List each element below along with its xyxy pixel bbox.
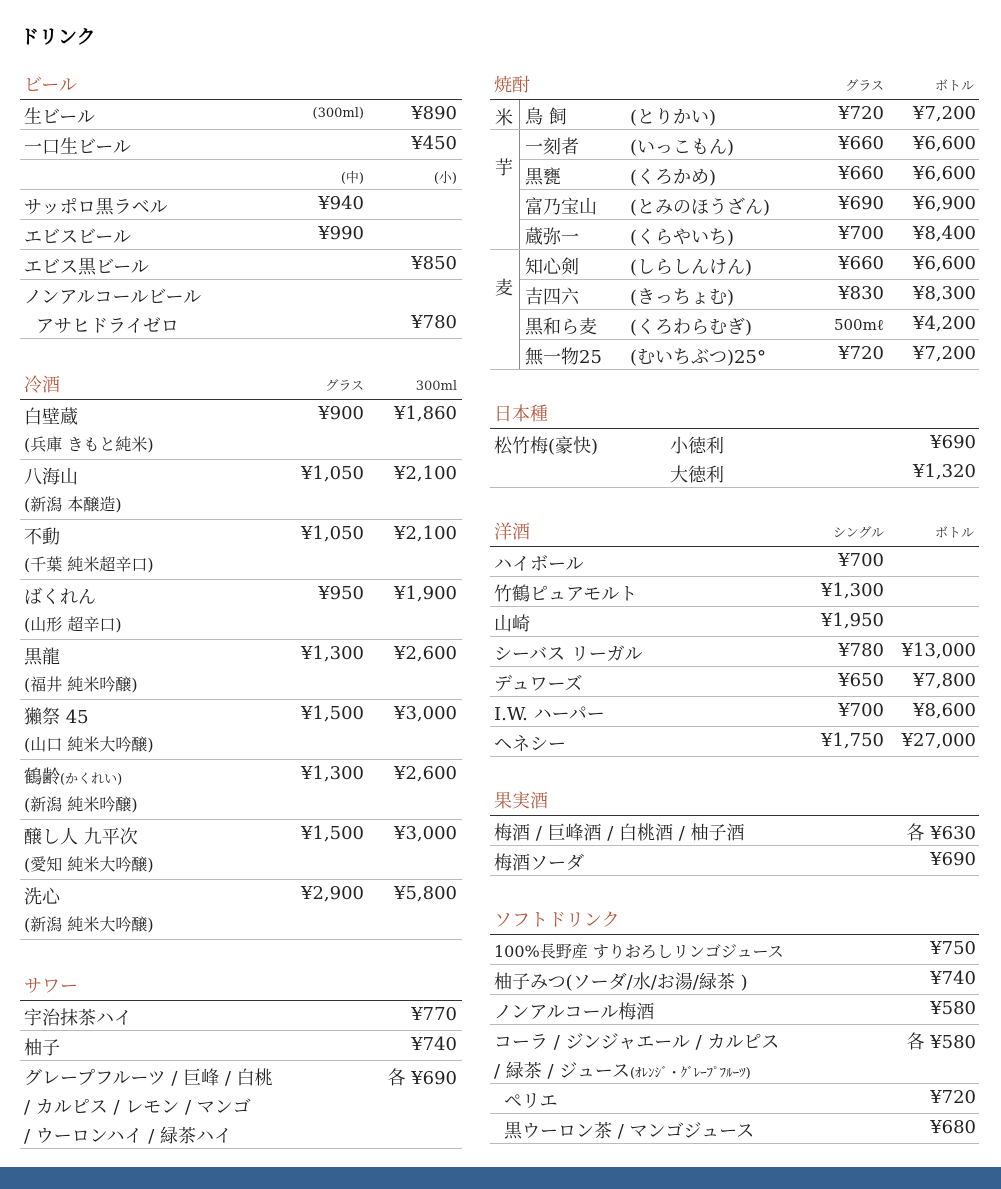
item-price-glass: ¥830: [838, 283, 884, 304]
item-origin: (山形 超辛口): [24, 615, 122, 634]
sour-heading: サワー: [24, 976, 78, 997]
sour-row: [20, 1031, 462, 1061]
item-reading: (くろかめ): [630, 167, 717, 188]
item-price-single: ¥1,950: [821, 610, 884, 631]
yoshu-row: [490, 607, 979, 637]
item-name: 蔵弥一: [525, 227, 579, 248]
shochu-row: [520, 280, 979, 310]
item-price: ¥580: [930, 998, 976, 1019]
item-price-glass: ¥1,500: [301, 703, 364, 724]
kajitsu-row: [490, 846, 979, 876]
item-price: ¥770: [411, 1004, 457, 1025]
item-price-single: ¥1,750: [821, 730, 884, 751]
item-price-medium: ¥990: [318, 223, 364, 244]
page-title: ドリンク: [20, 26, 96, 48]
beer-row: [20, 220, 462, 250]
kajitsu-row: [490, 816, 979, 846]
item-price-bottle: ¥2,100: [394, 523, 457, 544]
sake-row: [20, 580, 462, 640]
sour-row: [20, 1119, 462, 1149]
item-origin: (新潟 純米吟醸): [24, 795, 138, 814]
item-name: 梅酒ソーダ: [494, 853, 584, 874]
yoshu-row: [490, 547, 979, 577]
item-name: / 緑茶 / ジュース: [494, 1061, 631, 1082]
item-reading: (かくれい): [60, 772, 123, 787]
yoshu-row: [490, 577, 979, 607]
item-reading: (くらやいち): [630, 227, 735, 248]
item-name: 知心剣: [525, 257, 579, 278]
item-name: グレープフルーツ / 巨峰 / 白桃: [24, 1068, 273, 1089]
single-column-label: シングル: [832, 526, 884, 541]
item-price-glass: ¥690: [838, 193, 884, 214]
item-name: 醸し人 九平次: [24, 827, 138, 848]
item-name: サッポロ黒ラベル: [24, 197, 168, 218]
item-name: 黒ウーロン茶 / マンゴジュース: [504, 1121, 755, 1142]
soft-row: [490, 965, 979, 995]
soft-section-header: [490, 905, 979, 935]
item-name: / ウーロンハイ / 緑茶ハイ: [24, 1126, 233, 1147]
shochu-group-rice: 米: [495, 108, 513, 129]
item-name: 富乃宝山: [525, 197, 597, 218]
shochu-heading: 焼酎: [494, 75, 530, 96]
item-name: 山崎: [494, 614, 530, 635]
shochu-group-potato: 芋: [495, 158, 513, 179]
item-name: 黒甕: [525, 167, 561, 188]
item-price-glass: ¥1,300: [301, 763, 364, 784]
item-price: ¥780: [411, 312, 457, 333]
shochu-row: [520, 190, 979, 220]
item-origin: (山口 純米大吟醸): [24, 735, 154, 754]
item-reading: (むいちぶつ)25°: [630, 347, 766, 368]
beer-row: [20, 250, 462, 280]
sake-row: [20, 640, 462, 700]
nihonshu-heading: 日本種: [494, 404, 548, 425]
soft-row: [490, 935, 979, 965]
item-price-glass: ¥660: [838, 163, 884, 184]
sake-section-header: [20, 370, 462, 400]
yoshu-row: [490, 637, 979, 667]
item-price-bottle: ¥8,400: [913, 223, 976, 244]
item-name: / カルピス / レモン / マンゴ: [24, 1097, 251, 1118]
beer-section-header: [20, 70, 462, 100]
sour-row: [20, 1061, 462, 1090]
shochu-group-barley: 麦: [495, 278, 513, 299]
item-name: ノンアルコール梅酒: [494, 1002, 655, 1023]
item-origin: (愛知 純米大吟醸): [24, 855, 154, 874]
item-price-glass: ¥1,500: [301, 823, 364, 844]
item-price-bottle: ¥13,000: [901, 640, 976, 661]
yoshu-section-header: [490, 517, 979, 547]
item-price: ¥720: [930, 1087, 976, 1108]
item-name: 柚子みつ(ソーダ/水/お湯/緑茶 ): [494, 972, 748, 993]
shochu-row: [520, 130, 979, 160]
item-price: ¥750: [930, 938, 976, 959]
item-name: アサヒドライゼロ: [36, 316, 179, 337]
item-name: 八海山: [24, 467, 78, 488]
item-price-bottle: ¥6,600: [913, 253, 976, 274]
item-reading: (きっちょむ): [630, 287, 735, 308]
sake-row: [20, 520, 462, 580]
item-name: ノンアルコールビール: [24, 287, 202, 308]
item-flavors: (ｵﾚﾝｼﾞ・ｸﾞﾚｰﾌﾟﾌﾙｰﾂ): [630, 1066, 751, 1081]
item-name: 竹鶴ピュアモルト: [494, 584, 638, 605]
shochu-table: [490, 100, 979, 370]
item-price: ¥1,320: [913, 461, 976, 482]
item-name: 白壁蔵: [24, 407, 78, 428]
item-reading: (しらしんけん): [630, 257, 753, 278]
item-name-group: [494, 1057, 751, 1083]
beer-heading: ビール: [24, 75, 77, 96]
glass-column-label: グラス: [845, 79, 884, 94]
item-origin: (新潟 本醸造): [24, 495, 122, 514]
item-price-bottle: ¥6,600: [913, 133, 976, 154]
item-price-single: ¥700: [838, 700, 884, 721]
item-price-bottle: ¥7,200: [913, 103, 976, 124]
yoshu-row: [490, 667, 979, 697]
item-price-glass: ¥2,900: [301, 883, 364, 904]
item-name: エビスビール: [24, 227, 131, 248]
item-price-glass: ¥1,300: [301, 643, 364, 664]
sake-heading: 冷酒: [24, 375, 60, 396]
item-price: ¥450: [411, 133, 457, 154]
item-name: 宇治抹茶ハイ: [24, 1008, 132, 1029]
beer-row: [20, 280, 462, 309]
item-name: I.W. ハーパー: [494, 704, 605, 725]
item-price-glass: ¥900: [318, 403, 364, 424]
soft-row: [490, 1054, 979, 1084]
beer-size-header: [20, 160, 462, 190]
soft-heading: ソフトドリンク: [494, 910, 620, 931]
yoshu-heading: 洋酒: [494, 522, 530, 543]
size-small-label: (小): [433, 171, 457, 186]
item-price-bottle: ¥3,000: [394, 703, 457, 724]
glass-column-label: グラス: [325, 379, 364, 394]
yoshu-row: [490, 697, 979, 727]
item-name: ヘネシー: [494, 734, 566, 755]
item-price-bottle: ¥4,200: [913, 313, 976, 334]
item-size: (300ml): [312, 106, 364, 121]
item-name: 100%長野産 すりおろしリンゴジュース: [494, 942, 784, 961]
item-name: 黒龍: [24, 647, 60, 668]
item-price-medium: ¥940: [318, 193, 364, 214]
item-name: 鶴齢: [24, 767, 60, 788]
shochu-row: [520, 250, 979, 280]
beer-row: [20, 190, 462, 220]
item-price-bottle: ¥1,860: [394, 403, 457, 424]
soft-row: [490, 1025, 979, 1054]
item-name: エビス黒ビール: [24, 257, 149, 278]
item-price-single: ¥780: [838, 640, 884, 661]
item-price-bottle: ¥8,300: [913, 283, 976, 304]
item-name: デュワーズ: [494, 674, 583, 695]
bottle-column-label: 300ml: [415, 379, 457, 394]
item-price: 各 ¥630: [906, 823, 976, 844]
item-reading: (くろわらむぎ): [630, 317, 753, 338]
nihonshu-section-header: [490, 399, 979, 429]
item-price: ¥740: [930, 968, 976, 989]
kajitsu-heading: 果実酒: [494, 791, 548, 812]
sake-row: [20, 760, 462, 820]
item-origin: (新潟 純米大吟醸): [24, 915, 154, 934]
sake-row: [20, 460, 462, 520]
item-price-glass: ¥950: [318, 583, 364, 604]
beer-row: [20, 100, 462, 130]
item-name: 梅酒 / 巨峰酒 / 白桃酒 / 柚子酒: [494, 823, 745, 844]
footer-bar: [0, 1167, 1001, 1189]
item-price-bottle: ¥8,600: [913, 700, 976, 721]
item-name: シーバス リーガル: [494, 644, 643, 665]
item-reading: (とみのほうざん): [630, 197, 771, 218]
size-medium-label: (中): [340, 171, 364, 186]
item-price-glass: ¥720: [838, 103, 884, 124]
item-price-bottle: ¥5,800: [394, 883, 457, 904]
item-price-glass: ¥700: [838, 223, 884, 244]
item-price: ¥890: [411, 103, 457, 124]
item-origin: (兵庫 きもと純米): [24, 435, 154, 454]
item-name: 獺祭 45: [24, 707, 89, 728]
item-price-bottle: ¥1,900: [394, 583, 457, 604]
item-name: 一口生ビール: [24, 137, 131, 158]
sour-row: [20, 1001, 462, 1031]
item-price-glass: ¥660: [838, 133, 884, 154]
item-price-glass: ¥1,050: [301, 463, 364, 484]
item-name: コーラ / ジンジャエール / カルピス: [494, 1032, 780, 1053]
shochu-row: [490, 100, 979, 130]
item-price-bottle: ¥27,000: [901, 730, 976, 751]
left-column: [20, 70, 462, 1149]
nihonshu-row: [490, 429, 979, 458]
item-price-single: ¥650: [838, 670, 884, 691]
shochu-section-header: [490, 70, 979, 100]
item-price-bottle: ¥7,800: [913, 670, 976, 691]
item-name: 一刻者: [525, 137, 579, 158]
item-price-single: ¥1,300: [821, 580, 884, 601]
item-price-bottle: ¥6,900: [913, 193, 976, 214]
item-name: 吉四六: [525, 287, 579, 308]
item-price: ¥690: [930, 849, 976, 870]
soft-row: [490, 995, 979, 1025]
item-size: 大徳利: [670, 465, 724, 486]
shochu-row: [520, 310, 979, 340]
item-reading: (とりかい): [630, 107, 717, 128]
item-price-glass: ¥720: [838, 343, 884, 364]
item-reading: (いっこもん): [630, 137, 735, 158]
item-price-bottle: ¥6,600: [913, 163, 976, 184]
item-name: 松竹梅(豪快): [494, 436, 599, 457]
shochu-row: [490, 220, 979, 250]
shochu-row: [490, 340, 979, 370]
sake-row: [20, 400, 462, 460]
soft-row: [490, 1084, 979, 1114]
item-price-single: ¥700: [838, 550, 884, 571]
item-price-bottle: ¥7,200: [913, 343, 976, 364]
item-name: 黒和ら麦: [525, 317, 597, 338]
yoshu-row: [490, 727, 979, 757]
item-name: 生ビール: [24, 107, 95, 128]
item-price: ¥850: [411, 253, 457, 274]
shochu-row: [520, 160, 979, 190]
item-size: 500mℓ: [833, 316, 884, 334]
beer-row: [20, 130, 462, 160]
item-name: 不動: [24, 527, 60, 548]
item-price: ¥740: [411, 1034, 457, 1055]
item-name: ハイボール: [494, 554, 584, 575]
soft-row: [490, 1114, 979, 1144]
item-price: 各 ¥580: [906, 1032, 976, 1053]
item-size: 小徳利: [670, 436, 724, 457]
item-price-bottle: ¥2,600: [394, 763, 457, 784]
item-name: 洗心: [24, 887, 60, 908]
sake-row: [20, 820, 462, 880]
sour-section-header: [20, 971, 462, 1001]
item-price: ¥690: [930, 432, 976, 453]
sake-row: [20, 700, 462, 760]
item-name: 無一物25: [525, 347, 602, 368]
item-price-glass: ¥1,050: [301, 523, 364, 544]
item-price: ¥680: [930, 1117, 976, 1138]
bottle-column-label: ボトル: [934, 526, 974, 541]
beer-row: [20, 309, 462, 339]
item-name: ペリエ: [504, 1091, 558, 1112]
item-price-bottle: ¥2,100: [394, 463, 457, 484]
item-name: ばくれん: [24, 587, 96, 608]
bottle-column-label: ボトル: [934, 79, 974, 94]
sour-row: [20, 1090, 462, 1119]
item-origin: (福井 純米吟醸): [24, 675, 138, 694]
item-price-glass: ¥660: [838, 253, 884, 274]
item-origin: (千葉 純米超辛口): [24, 555, 154, 574]
kajitsu-section-header: [490, 786, 979, 816]
item-name: 柚子: [24, 1038, 60, 1059]
item-price: 各 ¥690: [387, 1068, 457, 1089]
item-price-bottle: ¥3,000: [394, 823, 457, 844]
item-price-bottle: ¥2,600: [394, 643, 457, 664]
right-column: [490, 70, 979, 1144]
item-name: 鳥 飼: [525, 107, 567, 128]
item-name-group: [24, 763, 122, 789]
nihonshu-row: [490, 458, 979, 488]
sake-row: [20, 880, 462, 940]
